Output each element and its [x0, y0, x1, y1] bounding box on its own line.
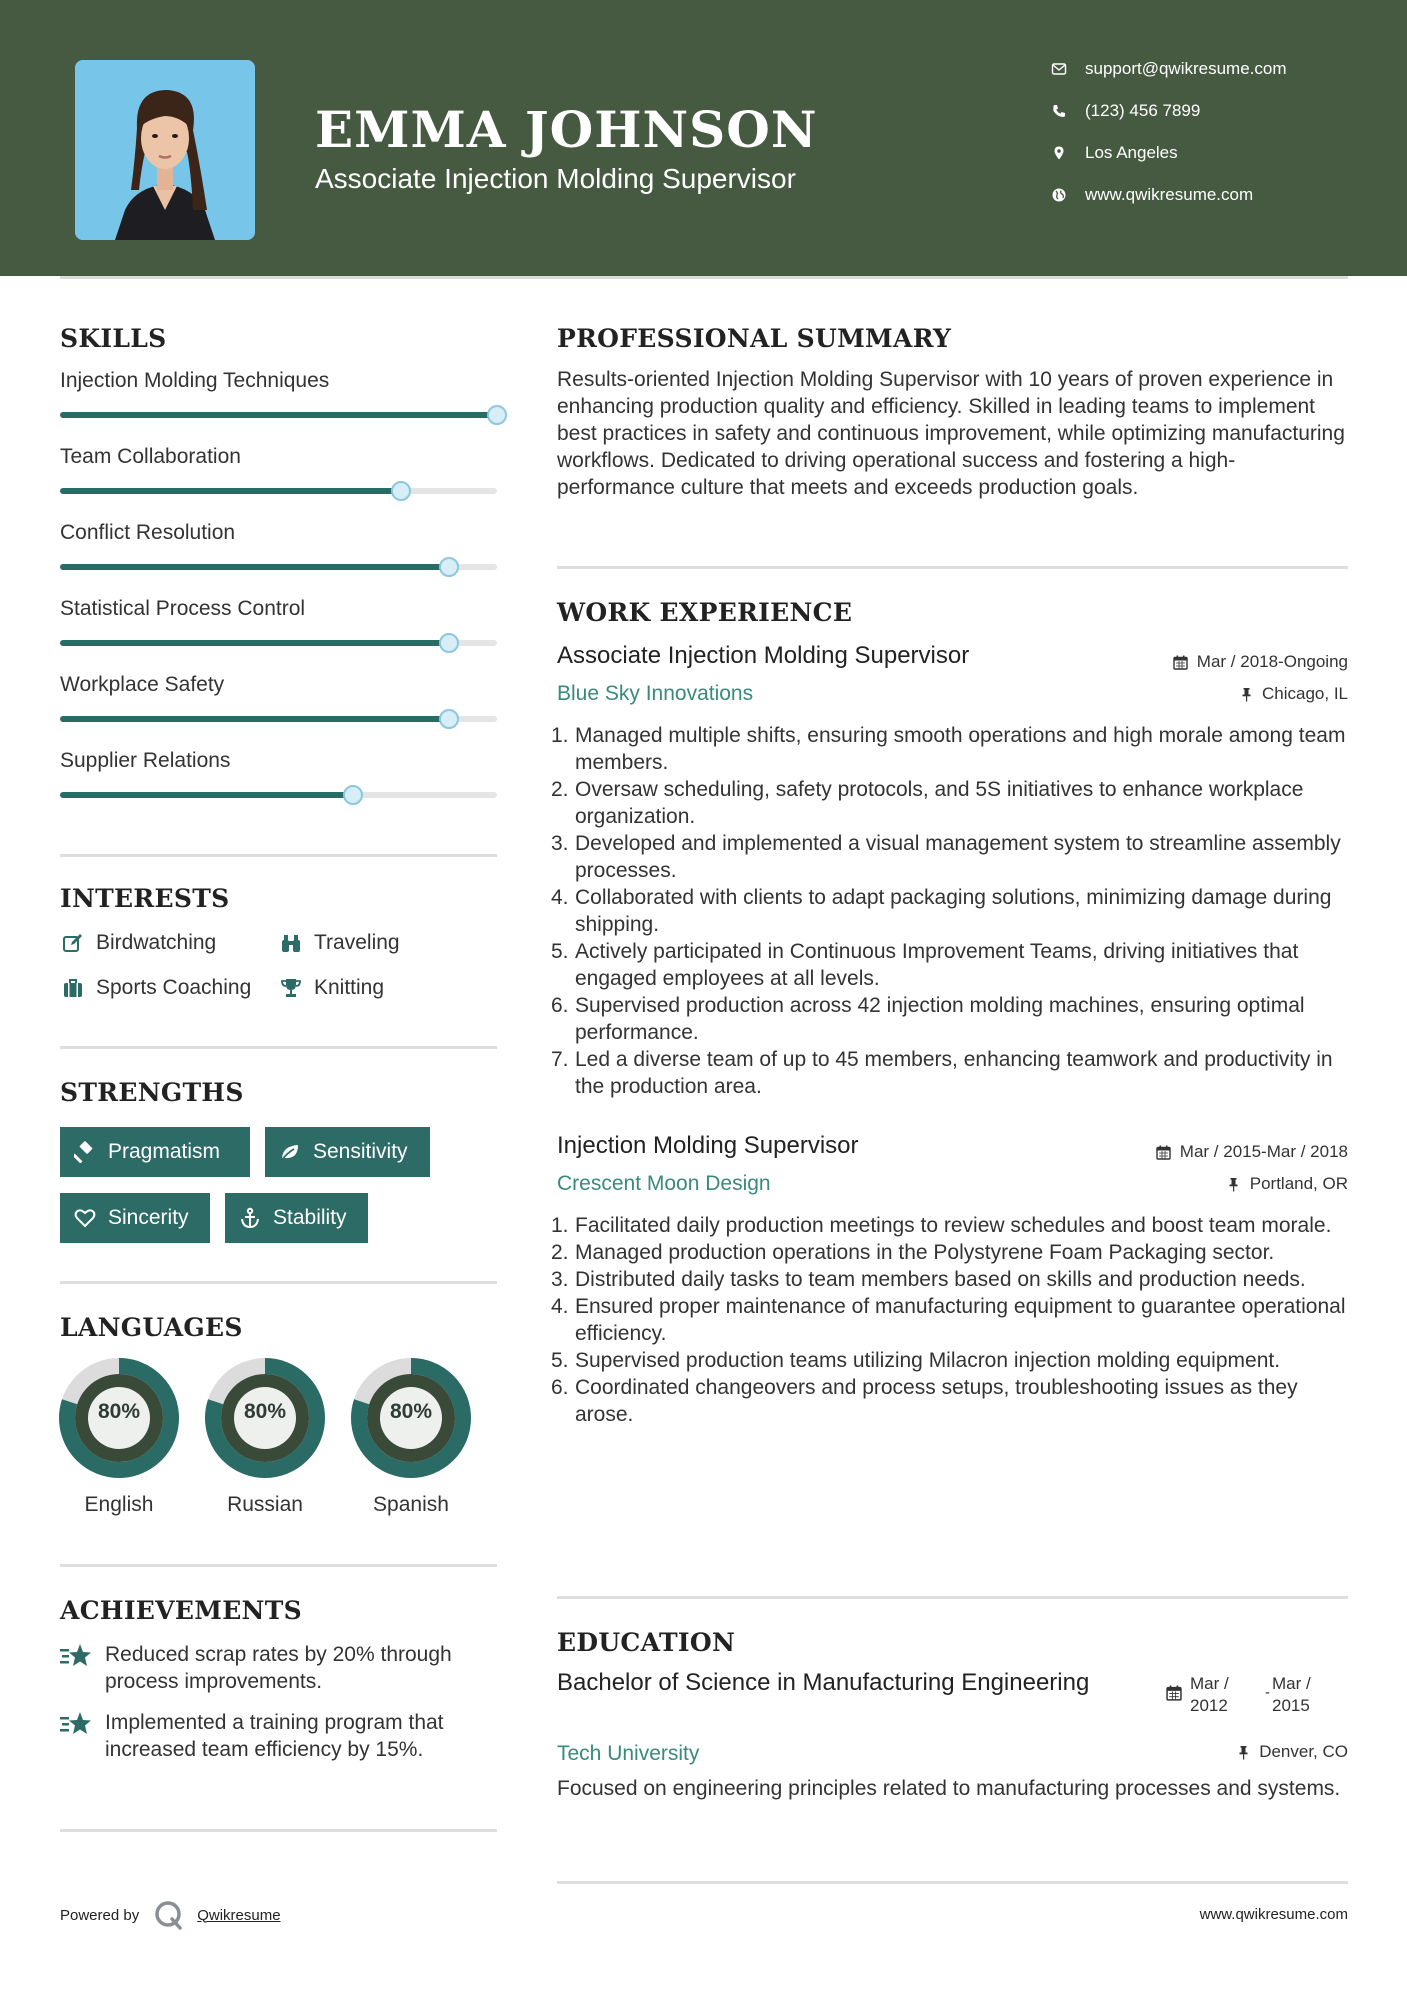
- job-title: Injection Molding Supervisor: [557, 1132, 859, 1159]
- location-icon: [1050, 144, 1068, 162]
- language-name: English: [84, 1493, 154, 1516]
- education-date-separator: -: [1265, 1684, 1270, 1701]
- job-date: [1156, 1142, 1348, 1162]
- pin-icon: [1238, 686, 1254, 702]
- list-item: [553, 1212, 1353, 1239]
- list-item: [553, 1239, 1353, 1266]
- list-number: 7.: [551, 1048, 569, 1071]
- skill-bar-track: [60, 412, 497, 418]
- strength-label: Sensitivity: [313, 1140, 408, 1163]
- skill-item: [60, 673, 497, 735]
- strength-badge: [60, 1193, 210, 1243]
- skill-label: Statistical Process Control: [60, 597, 306, 620]
- skill-item: [60, 521, 497, 583]
- list-text: Managed production operations in the Polystyrene Foam Packaging sector.: [575, 1241, 1275, 1264]
- profile-photo-image: [75, 60, 255, 240]
- education-date-start: Mar / 2012: [1190, 1674, 1229, 1715]
- skill-bar-fill: [60, 488, 401, 494]
- job-location-text: Chicago, IL: [1262, 684, 1348, 703]
- job-date-text: Mar / 2018-Ongoing: [1196, 652, 1348, 671]
- email-icon: [1050, 60, 1068, 78]
- briefcase-icon: [60, 976, 86, 1000]
- job-title: Associate Injection Molding Supervisor: [557, 642, 970, 669]
- list-text: Ensured proper maintenance of manufacturing equipment to guarantee operational efficiency.: [575, 1295, 1346, 1345]
- binoculars-icon: [278, 931, 304, 955]
- header-banner: [0, 0, 1407, 276]
- interest-item: [60, 928, 216, 958]
- skills-heading: SKILLS: [60, 324, 167, 353]
- language-item: [57, 1356, 181, 1526]
- list-item: [553, 1293, 1353, 1347]
- edit-icon: [60, 931, 86, 955]
- list-text: Led a diverse team of up to 45 members, enhancing teamwork and productivity in the production area.: [575, 1048, 1333, 1098]
- language-percent: 80%: [243, 1400, 287, 1423]
- language-name: Russian: [227, 1493, 303, 1516]
- contact-website-text: www.qwikresume.com: [1085, 185, 1254, 204]
- education-description: Focused on engineering principles related to manufacturing processes and systems.: [557, 1777, 1341, 1800]
- education-heading: EDUCATION: [557, 1628, 736, 1657]
- list-number: 2.: [551, 1241, 569, 1264]
- skill-label: Injection Molding Techniques: [60, 369, 330, 392]
- skill-label: Supplier Relations: [60, 749, 231, 772]
- job-responsibilities: [553, 722, 1353, 1100]
- strength-label: Stability: [273, 1206, 347, 1229]
- contact-location: [1050, 138, 1370, 168]
- leaf-icon: [277, 1140, 303, 1164]
- interest-item: [60, 973, 251, 1003]
- company-name: Blue Sky Innovations: [557, 682, 754, 705]
- list-text: Distributed daily tasks to team members based on skills and production needs.: [575, 1268, 1306, 1291]
- job-date-text: Mar / 2015-Mar / 2018: [1179, 1142, 1348, 1161]
- list-text: Coordinated changeovers and process setups, troubleshooting issues as they arose.: [575, 1376, 1298, 1426]
- profile-photo: [75, 60, 255, 240]
- skill-bar-track: [60, 564, 497, 570]
- skill-bar-fill: [60, 640, 449, 646]
- skill-bar-fill: [60, 716, 449, 722]
- summary-heading: PROFESSIONAL SUMMARY: [557, 324, 952, 353]
- pin-icon: [1226, 1176, 1242, 1192]
- list-item: [553, 938, 1353, 992]
- contact-phone-text: (123) 456 7899: [1085, 101, 1201, 120]
- education-date-end: Mar / 2015: [1272, 1674, 1311, 1715]
- list-number: 1.: [551, 724, 569, 747]
- pin-icon: [1235, 1744, 1251, 1760]
- skill-bar-track: [60, 716, 497, 722]
- summary-text: Results-oriented Injection Molding Supervisor with 10 years of proven experience in enhancing production quality and efficiency. Skilled in leading teams to implement best practices in safety and continuous improvement, while optimizing manufacturing workflows. Dedicated to driving operational success and fostering a high-performance culture that meets and exceeds production goals.: [557, 368, 1345, 499]
- job-responsibilities: [553, 1212, 1353, 1428]
- skill-label: Conflict Resolution: [60, 521, 236, 544]
- job-location-text: Portland, OR: [1249, 1174, 1348, 1193]
- list-text: Supervised production teams utilizing Milacron injection molding equipment.: [575, 1349, 1281, 1372]
- list-item: [553, 722, 1353, 776]
- job-date: [1173, 652, 1348, 672]
- education-location-text: Denver, CO: [1259, 1742, 1348, 1761]
- heart-icon: [72, 1206, 98, 1230]
- candidate-title: Associate Injection Molding Supervisor: [315, 163, 796, 194]
- contact-phone[interactable]: [1050, 96, 1370, 126]
- list-item: [553, 830, 1353, 884]
- skill-item: [60, 597, 497, 659]
- skill-bar-knob: [343, 785, 363, 805]
- interests-heading: INTERESTS: [60, 884, 230, 913]
- skill-bar-track: [60, 640, 497, 646]
- interest-label: Knitting: [314, 976, 385, 999]
- list-number: 4.: [551, 886, 569, 909]
- skill-bar-fill: [60, 792, 353, 798]
- job-location: [1226, 1174, 1348, 1194]
- strengths-divider: [60, 1281, 497, 1284]
- candidate-name: EMMA JOHNSON: [315, 100, 818, 159]
- skills-divider: [60, 854, 497, 857]
- interest-label: Sports Coaching: [96, 976, 252, 999]
- list-number: 5.: [551, 940, 569, 963]
- list-number: 1.: [551, 1214, 569, 1237]
- summary-divider: [557, 566, 1348, 569]
- achievements-divider: [60, 1829, 497, 1832]
- list-number: 2.: [551, 778, 569, 801]
- list-number: 4.: [551, 1295, 569, 1318]
- skill-label: Workplace Safety: [60, 673, 225, 696]
- language-percent: 80%: [389, 1400, 433, 1423]
- skill-bar-fill: [60, 564, 449, 570]
- skill-bar-knob: [487, 405, 507, 425]
- list-number: 6.: [551, 1376, 569, 1399]
- skill-item: [60, 749, 497, 811]
- list-number: 6.: [551, 994, 569, 1017]
- skill-item: [60, 445, 497, 507]
- school-name: Tech University: [557, 1742, 700, 1765]
- contact-website[interactable]: [1050, 180, 1370, 210]
- interest-item: [278, 973, 384, 1003]
- list-item: [553, 884, 1353, 938]
- skill-bar-knob: [391, 481, 411, 501]
- company-name: Crescent Moon Design: [557, 1172, 771, 1195]
- language-percent: 80%: [97, 1400, 141, 1423]
- experience-heading: WORK EXPERIENCE: [557, 598, 853, 627]
- strength-badge: [265, 1127, 430, 1177]
- skill-bar-fill: [60, 412, 497, 418]
- skill-bar-knob: [439, 633, 459, 653]
- list-item: [553, 1046, 1353, 1100]
- list-text: Managed multiple shifts, ensuring smooth operations and high morale among team members.: [575, 724, 1346, 774]
- skill-bar-knob: [439, 709, 459, 729]
- skill-item: [60, 369, 497, 431]
- achievement-text: Reduced scrap rates by 20% through process improvements.: [105, 1643, 452, 1693]
- skill-bar-track: [60, 792, 497, 798]
- brand-link[interactable]: Qwikresume: [197, 1906, 281, 1924]
- degree-title: Bachelor of Science in Manufacturing Engineering: [557, 1669, 1090, 1696]
- education-location: [1235, 1742, 1348, 1762]
- list-text: Supervised production across 42 injection molding machines, ensuring optimal performance.: [575, 994, 1305, 1044]
- powered-by-label: Powered by: [60, 1906, 140, 1924]
- interests-divider: [60, 1046, 497, 1049]
- list-text: Oversaw scheduling, safety protocols, and 5S initiatives to enhance workplace organization.: [575, 778, 1304, 828]
- globe-icon: [1050, 186, 1068, 204]
- experience-divider: [557, 1596, 1348, 1599]
- qwikresume-logo-icon: [153, 1899, 185, 1931]
- gavel-icon: [72, 1140, 98, 1164]
- interest-label: Traveling: [314, 931, 400, 954]
- footer-powered-by: [60, 1898, 281, 1932]
- calendar-icon: [1173, 654, 1189, 670]
- list-item: [553, 776, 1353, 830]
- interest-item: [278, 928, 400, 958]
- contact-email[interactable]: [1050, 54, 1370, 84]
- strength-label: Sincerity: [108, 1206, 189, 1229]
- anchor-icon: [237, 1206, 263, 1230]
- skill-bar-knob: [439, 557, 459, 577]
- footer-website[interactable]: www.qwikresume.com: [1199, 1906, 1348, 1923]
- list-item: [553, 992, 1353, 1046]
- list-item: [553, 1374, 1353, 1428]
- list-text: Actively participated in Continuous Improvement Teams, driving initiatives that engaged employees at all levels.: [575, 940, 1299, 990]
- phone-icon: [1050, 102, 1068, 120]
- list-number: 3.: [551, 832, 569, 855]
- list-item: [553, 1347, 1353, 1374]
- header-divider: [60, 276, 1348, 279]
- list-text: Developed and implemented a visual management system to streamline assembly processes.: [575, 832, 1341, 882]
- skill-label: Team Collaboration: [60, 445, 241, 468]
- calendar-icon: [1156, 1144, 1172, 1160]
- list-text: Collaborated with clients to adapt packaging solutions, minimizing damage during shipping.: [575, 886, 1332, 936]
- trophy-icon: [278, 976, 304, 1000]
- languages-divider: [60, 1564, 497, 1567]
- star-icon: [60, 1711, 92, 1739]
- education-divider: [557, 1881, 1348, 1884]
- achievement-item: [60, 1641, 500, 1701]
- calendar-icon: [1166, 1685, 1182, 1701]
- language-item: [203, 1356, 327, 1526]
- achievements-heading: ACHIEVEMENTS: [60, 1596, 302, 1625]
- strength-badge: [60, 1127, 250, 1177]
- list-text: Facilitated daily production meetings to review schedules and boost team morale.: [575, 1214, 1332, 1237]
- contact-location-text: Los Angeles: [1085, 143, 1178, 162]
- list-number: 3.: [551, 1268, 569, 1291]
- strength-label: Pragmatism: [108, 1140, 221, 1163]
- star-icon: [60, 1643, 92, 1671]
- job-location: [1238, 684, 1348, 704]
- achievement-text: Implemented a training program that increased team efficiency by 15%.: [105, 1711, 444, 1761]
- languages-heading: LANGUAGES: [60, 1313, 243, 1342]
- contact-email-text: support@qwikresume.com: [1085, 59, 1287, 78]
- language-item: [349, 1356, 473, 1526]
- list-item: [553, 1266, 1353, 1293]
- strength-badge: [225, 1193, 368, 1243]
- language-name: Spanish: [373, 1493, 449, 1516]
- skill-bar-track: [60, 488, 497, 494]
- strengths-heading: STRENGTHS: [60, 1078, 244, 1107]
- achievement-item: [60, 1709, 500, 1794]
- list-number: 5.: [551, 1349, 569, 1372]
- interest-label: Birdwatching: [96, 931, 217, 954]
